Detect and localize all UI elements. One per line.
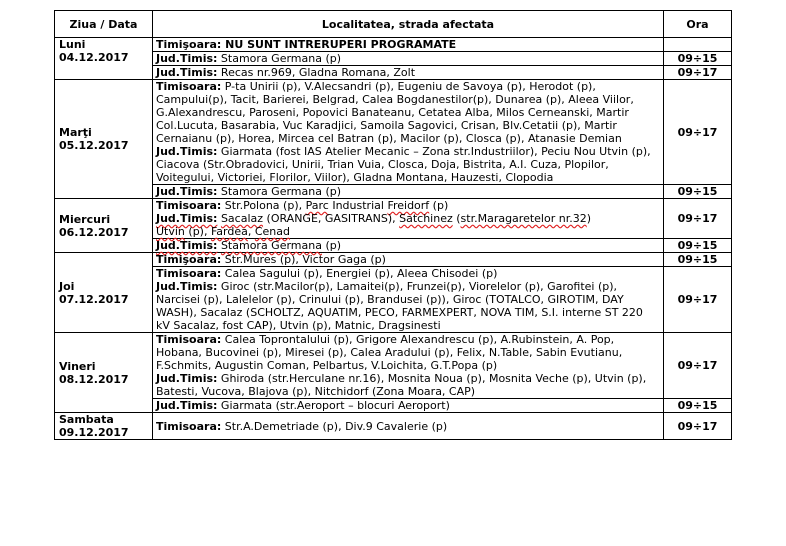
location-text: Recas nr.969, Gladna Romana, Zolt: [217, 66, 416, 79]
area-label: Timişoara:: [156, 38, 222, 51]
location-text: Giroc (str.Macilor(p), Lamaitei(p), Frunzei(p), Viorelelor (p), Garofitei (p), Narcisei (p), Lalelelor (p), Crinului (p), Brandusei (p)), Giroc (TOTALCO, GIROTIM, DAY WASH), Sacalaz (SCHOLTZ, AQUATIM, PECO, FARMEXPERT, NOVA TIM, S.I. interne ST 220 kV Sacalaz, fost CAP), Utvin (p), Matnic, Dragsinesti: [156, 280, 643, 332]
location-cell: [153, 66, 664, 80]
location-text: Satchinez: [399, 212, 453, 225]
day-date: 09.12.2017: [59, 426, 129, 439]
table-row: [55, 199, 732, 239]
day-date: 06.12.2017: [59, 225, 129, 239]
hour-cell: 09÷17: [664, 267, 732, 333]
location-cell: [153, 267, 664, 333]
hour-cell: 09÷17: [664, 413, 732, 440]
area-label: Timisoara:: [156, 267, 222, 280]
table-row: [55, 267, 732, 333]
hour-cell: 09÷17: [664, 199, 732, 239]
table-row: [55, 52, 732, 66]
table-row: [55, 239, 732, 253]
header-row: [55, 11, 732, 38]
area-label: Jud.Timis:: [156, 280, 218, 293]
location-text: (: [452, 212, 461, 225]
location-text: Freidorf: [387, 199, 430, 212]
location-text: Calea Sagului (p), Energiei (p), Aleea Chisodei (p): [221, 267, 498, 280]
location-text: ,: [247, 225, 255, 238]
area-label: Jud.Timis:: [156, 52, 218, 65]
location-cell: [153, 80, 664, 185]
location-cell: [153, 199, 664, 239]
location-text: Stamora Germana (p): [217, 185, 342, 198]
location-text: (p): [321, 239, 342, 252]
day-cell-wednesday: [55, 199, 153, 253]
day-name: Luni: [59, 38, 86, 51]
location-text: Cenad: [254, 225, 291, 238]
location-text: Calea Toprontalului (p), Grigore Alexandrescu (p), A.Rubinstein, A. Pop, Hobana, Bucovinei (p), Miresei (p), Calea Aradului (p), Felix, N.Table, Sabin Evutianu, F.Schmits, Augustin Coman, Pelbartus, V.Loichita, G.T.Popa (p): [156, 333, 623, 372]
header-location: Localitatea, strada afectata: [153, 11, 664, 38]
day-date: 04.12.2017: [59, 51, 129, 64]
hour-cell: 09÷15: [664, 52, 732, 66]
location-cell: [153, 38, 664, 52]
location-text: Str.Mures (p), Victor Gaga (p): [221, 253, 386, 266]
day-cell-tuesday: [55, 80, 153, 199]
location-cell: [153, 399, 664, 413]
area-label: Timişoara:: [156, 253, 222, 266]
hour-cell: 09÷17: [664, 66, 732, 80]
location-text: (ORANGE, GASITRANS),: [263, 212, 400, 225]
table-row: [55, 413, 732, 440]
table-row: [55, 185, 732, 199]
day-name: Joi: [59, 279, 75, 293]
area-label: Jud.Timis:: [156, 66, 218, 79]
table-row: [55, 333, 732, 399]
area-label: Jud.Timis:: [156, 185, 218, 198]
location-text: NU SUNT INTRERUPERI PROGRAMATE: [221, 38, 457, 51]
area-label: Timisoara:: [156, 419, 222, 433]
table-row: [55, 38, 732, 52]
location-text: str.Maragaretelor nr.32: [460, 212, 587, 225]
location-text: ): [586, 212, 592, 225]
hour-cell: 09÷17: [664, 333, 732, 399]
area-label: Jud.Timis:: [156, 399, 218, 412]
hour-cell: [664, 38, 732, 52]
location-text: Sacalaz: [220, 212, 264, 225]
day-date: 07.12.2017: [59, 292, 129, 306]
location-text: P-ta Unirii (p), V.Alecsandri (p), Eugeniu de Savoya (p), Herodot (p), Campului(p), Tacit, Barierei, Belgrad, Calea Bogdanestilor(p), Dunarea (p), Aleea Viilor, G.Alexandrescu, Paroseni, Popovici Banateanu, Cetatea Alba, Milos Cerneanski, Martir Col.Lucuta, Basarabia, Vuc Karadjici, Samoila Sagovici, Crisan, Blv.Cetatii (p), Martir Cernaianu (p), Horea, Mircea cel Batran (p), Macilor (p), Closca (p), Atanasie Demian: [156, 80, 634, 145]
location-cell: [153, 239, 664, 253]
table-row: [55, 399, 732, 413]
day-name: Vineri: [59, 359, 96, 373]
location-cell: [153, 333, 664, 399]
day-cell-monday: [55, 38, 153, 80]
day-name: Miercuri: [59, 212, 111, 226]
day-name: Marţi: [59, 126, 92, 139]
area-label: Jud.Timis:: [156, 212, 218, 225]
day-date: 08.12.2017: [59, 372, 129, 386]
table-row: [55, 66, 732, 80]
area-label: Jud.Timis:: [156, 239, 218, 252]
day-cell-saturday: [55, 413, 153, 440]
day-name: Sambata: [59, 413, 114, 426]
table-row: [55, 80, 732, 185]
outage-schedule-table: [54, 10, 732, 440]
location-cell: [153, 52, 664, 66]
location-text: Ghiroda (str.Herculane nr.16), Mosnita Noua (p), Mosnita Veche (p), Utvin (p), Batesti, Vucova, Blajova (p), Nitchidorf (Zona Moara, CAP): [156, 372, 647, 398]
location-text: (p),: [279, 199, 306, 212]
header-hour: Ora: [664, 11, 732, 38]
area-label: Timisoara:: [156, 199, 222, 212]
location-text: Stamora Germana: [220, 239, 322, 252]
location-text: Parc: [305, 199, 329, 212]
area-label: Jud.Timis:: [156, 145, 218, 158]
location-text: Giarmata (str.Aeroport – blocuri Aeroport): [217, 399, 450, 412]
location-text: Str.A.Demetriade (p), Div.9 Cavalerie (p): [221, 419, 448, 433]
location-cell: [153, 253, 664, 267]
hour-cell: 09÷15: [664, 399, 732, 413]
area-label: Jud.Timis:: [156, 372, 218, 385]
location-text: Str.Polona: [221, 199, 280, 212]
location-text: Industrial: [328, 199, 388, 212]
location-text: Giarmata (fost IAS Atelier Mecanic – Zona str.Industriilor), Peciu Nou Utvin (p), Ciacova (Str.Obradovici, Unirii, Trian Vuia, Closca, Doja, Bistrita, A.I. Cuza, Plopilor, Voitegului, Victoriei, Florilor, Viilor), Gladna Montana, Hauzesti, Clopodia: [156, 145, 651, 184]
location-text: Stamora Germana (p): [217, 52, 342, 65]
location-cell: [153, 185, 664, 199]
location-text: Fardea: [210, 225, 248, 238]
day-cell-friday: [55, 333, 153, 413]
location-text: Utvin: [156, 225, 185, 238]
header-day: Ziua / Data: [55, 11, 153, 38]
area-label: Timisoara:: [156, 80, 222, 93]
hour-cell: 09÷15: [664, 239, 732, 253]
day-date: 05.12.2017: [59, 139, 129, 152]
location-text: (p),: [184, 225, 211, 238]
day-cell-thursday: [55, 253, 153, 333]
table-row: [55, 253, 732, 267]
area-label: Timisoara:: [156, 333, 222, 346]
hour-cell: 09÷15: [664, 253, 732, 267]
location-text: (p): [429, 199, 449, 212]
hour-cell: 09÷15: [664, 185, 732, 199]
location-cell: [153, 413, 664, 440]
hour-cell: 09÷17: [664, 80, 732, 185]
